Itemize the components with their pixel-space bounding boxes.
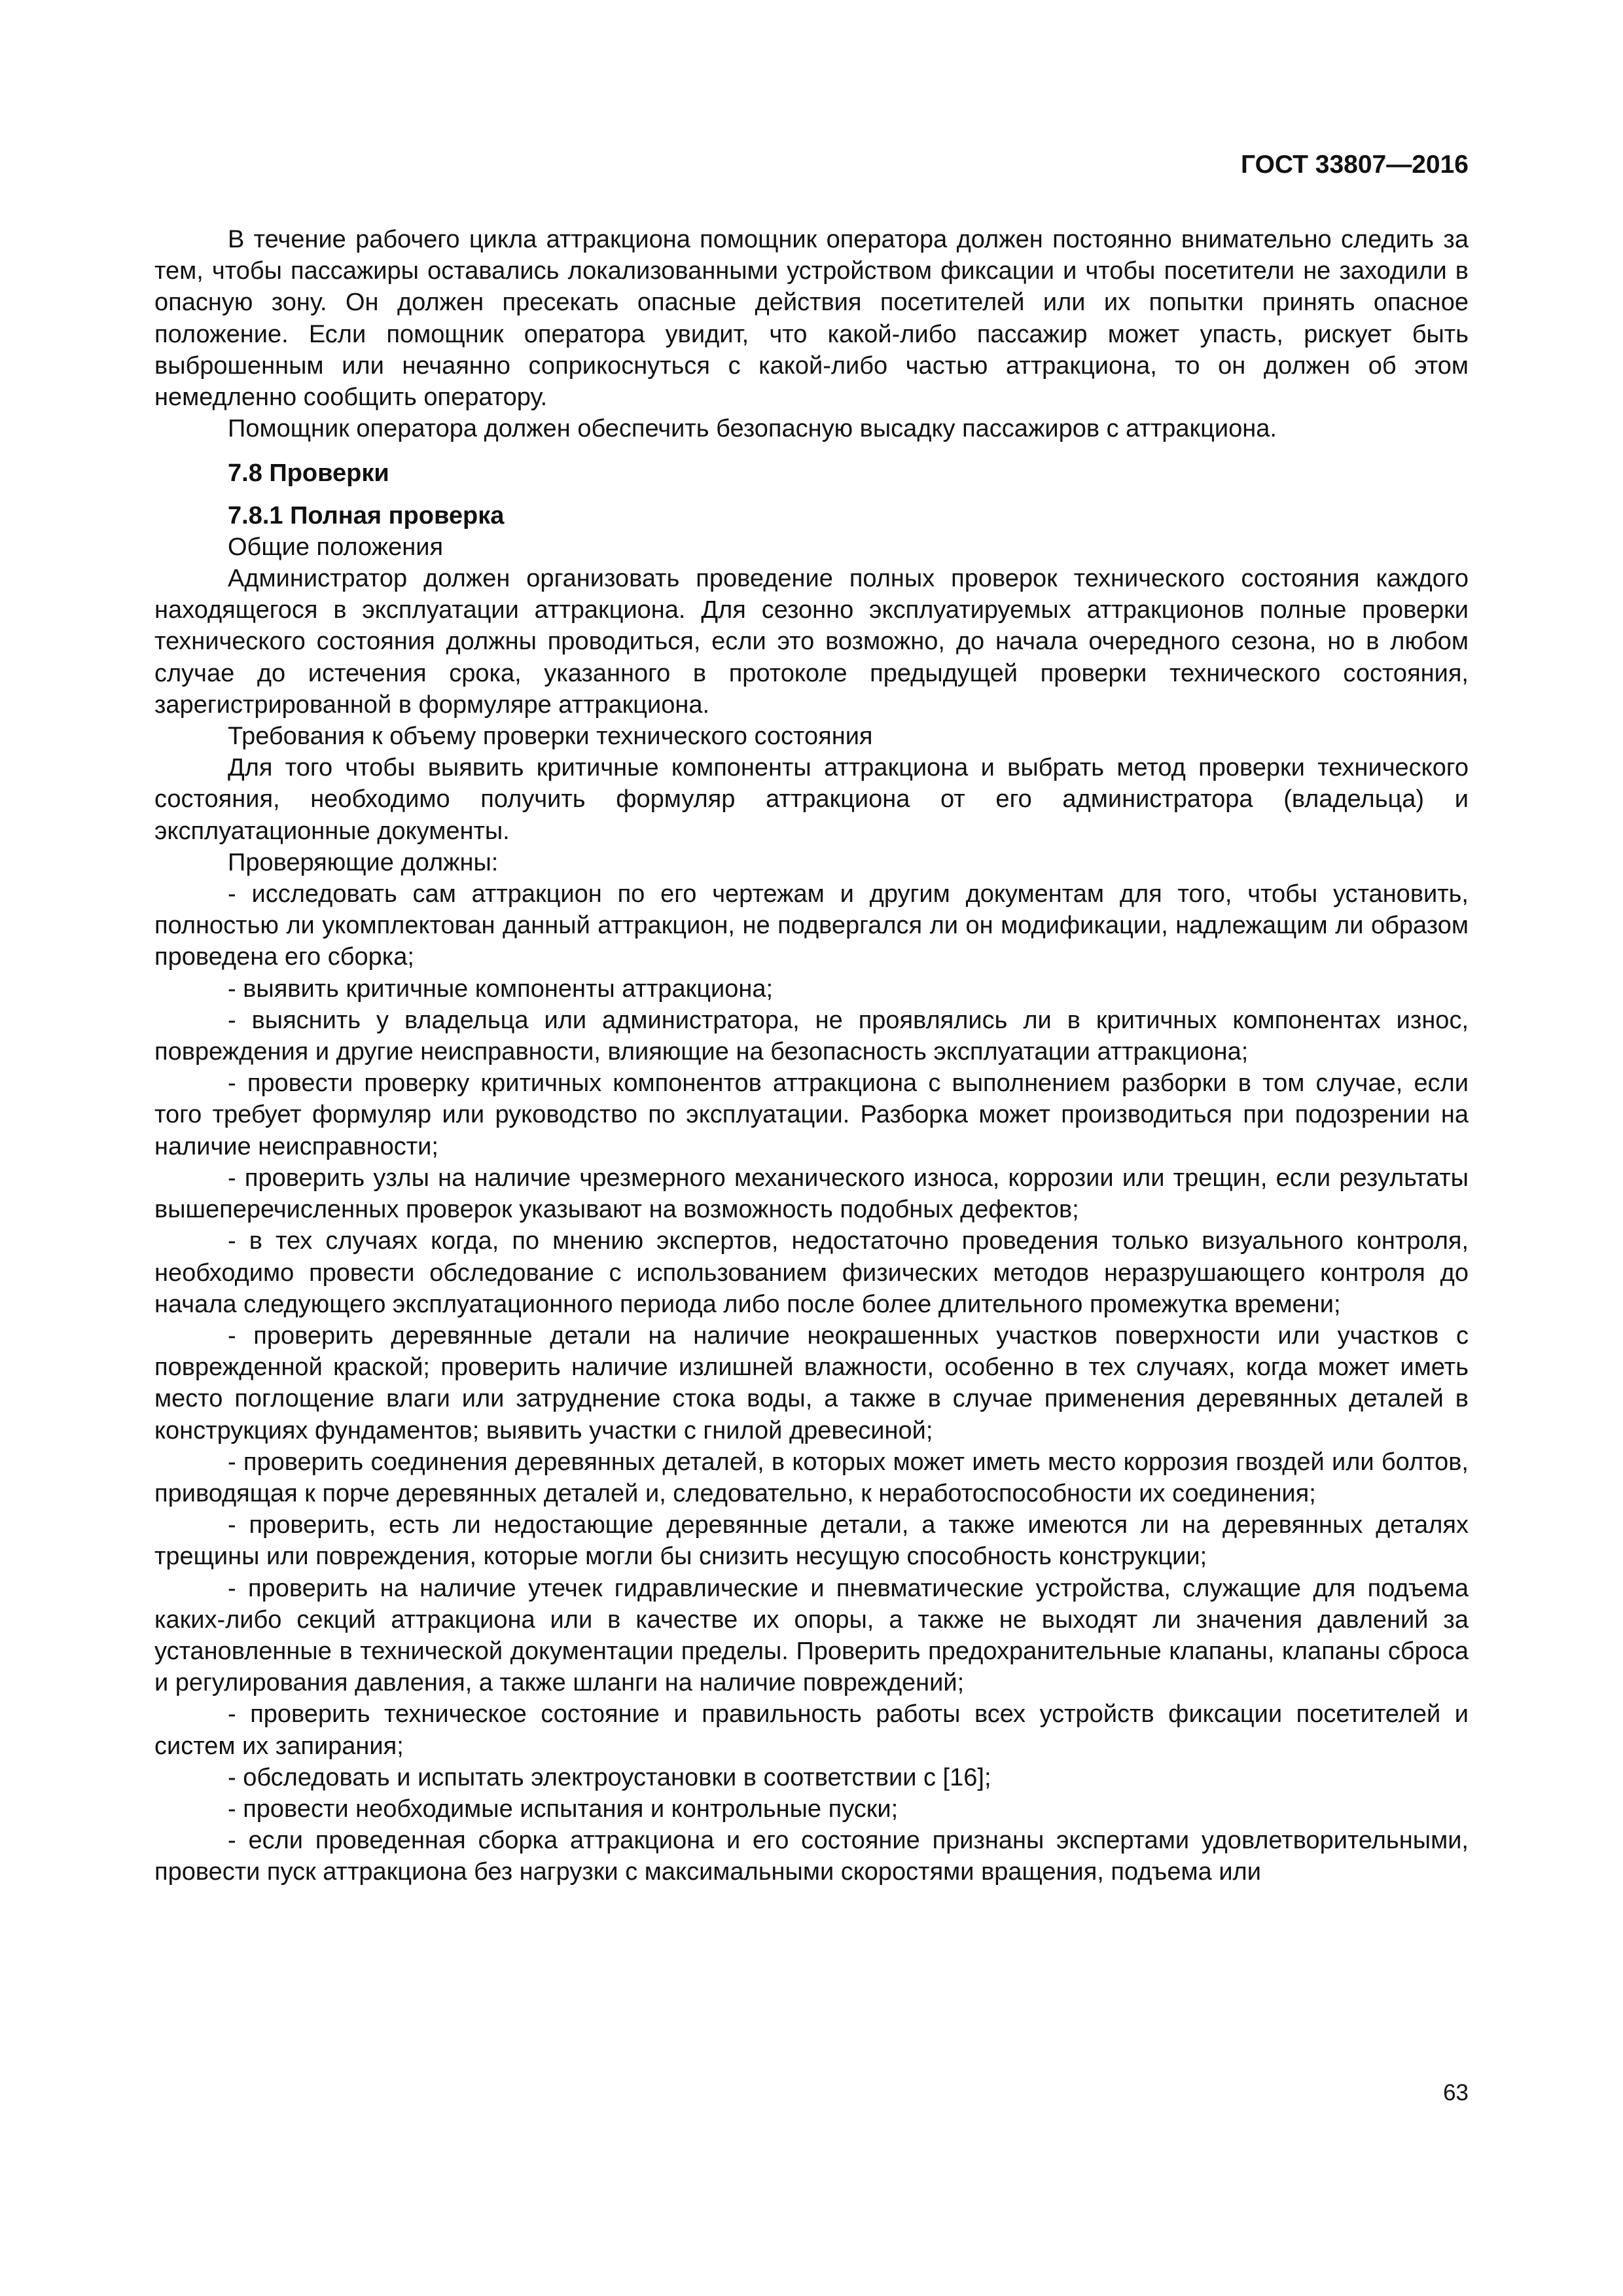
document-header: ГОСТ 33807—2016 bbox=[1241, 151, 1469, 179]
section-heading-7-8: 7.8 Проверки bbox=[228, 459, 389, 488]
subsection-heading-7-8-1: 7.8.1 Полная проверка bbox=[228, 501, 505, 529]
list-item: - если проведенная сборка аттракциона и его состояние признаны экспертами удовлетворительными, провести пуск аттракциона без нагрузки с максимальными скоростями вращения, подъема или bbox=[154, 1827, 1469, 1886]
list-item: - проверить техническое состояние и правильность работы всех устройств фиксации посетителей и систем их запирания; bbox=[154, 1700, 1469, 1760]
list-item: - в тех случаях когда, по мнению экспертов, недостаточно проведения только визуального контроля, необходимо провести обследование с использованием физических методов неразрушающего контроля до начала следующего эксплуатационного периода либо после более длительного промежутка времени; bbox=[154, 1227, 1469, 1318]
document-body bbox=[154, 224, 1469, 1888]
paragraph-scope: Для того чтобы выявить критичные компоненты аттракциона и выбрать метод проверки технического состояния, необходимо получить формуляр аттракциона от его администратора (владельца) и эксплуатационные документы. bbox=[154, 754, 1469, 845]
subtitle-general: Общие положения bbox=[228, 533, 444, 561]
list-item: - проверить, есть ли недостающие деревянные детали, а также имеются ли на деревянных деталях трещины или повреждения, которые могли бы снизить несущую способность конструкции; bbox=[154, 1511, 1469, 1571]
list-item: - выявить критичные компоненты аттракциона; bbox=[228, 975, 774, 1003]
list-item: - обследовать и испытать электроустановки в соответствии с [16]; bbox=[228, 1763, 991, 1791]
list-item: - выяснить у владельца или администратора, не проявлялись ли в критичных компонентах износ, повреждения и другие неисправности, влияющие на безопасность эксплуатации аттракциона; bbox=[154, 1006, 1469, 1066]
list-item: - проверить деревянные детали на наличие неокрашенных участков поверхности или участков с поврежденной краской; проверить наличие излишней влажности, особенно в тех случаях, когда может иметь место поглощение влаги или затруднение стока воды, а также в случае применения деревянных деталей в конструкциях фундаментов; выявить участки с гнилой древесиной; bbox=[154, 1321, 1469, 1444]
paragraph-assistant-duties: В течение рабочего цикла аттракциона помощник оператора должен постоянно внимательно следить за тем, чтобы пассажиры оставались локализованными устройством фиксации и чтобы посетители не заходили в опасную зону. Он должен пресекать опасные действия посетителей или их попытки принять опасное положение. Если помощник оператора увидит, что какой-либо пассажир может упасть, рискует быть выброшенным или нечаянно соприкоснуться с какой-либо частью аттракциона, то он должен об этом немедленно сообщить оператору. bbox=[154, 226, 1469, 412]
list-item: - провести необходимые испытания и контрольные пуски; bbox=[228, 1795, 899, 1823]
paragraph-disembarkation: Помощник оператора должен обеспечить безопасную высадку пассажиров с аттракциона. bbox=[228, 415, 1277, 443]
list-item: - проверить соединения деревянных деталей, в которых может иметь место коррозия гвоздей или болтов, приводящая к порче деревянных деталей и, следовательно, к неработоспособности их соединения; bbox=[154, 1448, 1469, 1507]
subtitle-inspectors: Проверяющие должны: bbox=[228, 848, 499, 876]
subtitle-scope: Требования к объему проверки технического состояния bbox=[228, 723, 873, 751]
list-item: - проверить на наличие утечек гидравлические и пневматические устройства, служащие для подъема каких-либо секций аттракциона или в качестве их опоры, а также не выходят ли значения давлений за установленные в технической документации пределы. Проверить предохранительные клапаны, клапаны сброса и регулирования давления, а также шланги на наличие повреждений; bbox=[154, 1574, 1469, 1697]
page-number: 63 bbox=[1443, 2080, 1469, 2106]
paragraph-general: Администратор должен организовать проведение полных проверок технического состояния каждого находящегося в эксплуатации аттракциона. Для сезонно эксплуатируемых аттракционов полные проверки технического состояния должны проводиться, если это возможно, до начала очередного сезона, но в любом случае до истечения срока, указанного в протоколе предыдущей проверки технического состояния, зарегистрированной в формуляре аттракциона. bbox=[154, 565, 1469, 719]
list-item: - исследовать сам аттракцион по его чертежам и другим документам для того, чтобы установить, полностью ли укомплектован данный аттракцион, не подвергался ли он модификации, надлежащим ли образом проведена его сборка; bbox=[154, 880, 1469, 971]
list-item: - проверить узлы на наличие чрезмерного механического износа, коррозии или трещин, если результаты вышеперечисленных проверок указывают на возможность подобных дефектов; bbox=[154, 1164, 1469, 1224]
list-item: - провести проверку критичных компонентов аттракциона с выполнением разборки в том случае, если того требует формуляр или руководство по эксплуатации. Разборка может производиться при подозрении на наличие неисправности; bbox=[154, 1069, 1469, 1160]
